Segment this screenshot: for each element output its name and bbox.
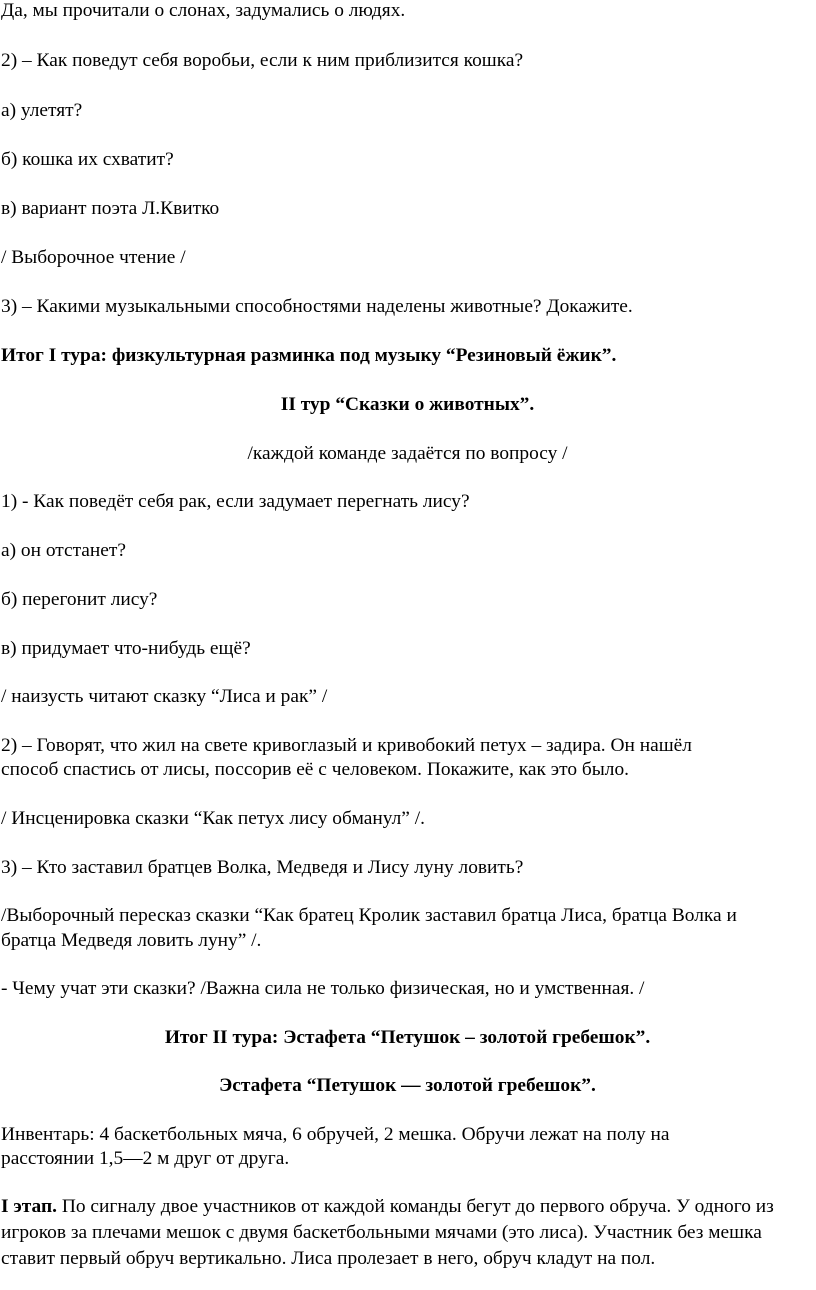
note-selective-reading: / Выборочное чтение / bbox=[1, 247, 186, 268]
equipment-line-1: Инвентарь: 4 баскетбольных мяча, 6 обручей, 2 мешка. Обручи лежат на полу на bbox=[1, 1124, 670, 1145]
answer-option-c: в) вариант поэта Л.Квитко bbox=[1, 198, 220, 219]
question-moon-catching: 3) – Кто заставил братцев Волка, Медведя и Лису луну ловить? bbox=[1, 857, 524, 878]
round-one-summary: Итог I тура: физкультурная разминка под музыку “Резиновый ёжик”. bbox=[1, 345, 617, 366]
note-retelling-line-1: /Выборочный пересказ сказки “Как братец Кролик заставил братца Лиса, братца Волка и bbox=[1, 905, 737, 926]
paragraph-intro: Да, мы прочитали о слонах, задумались о людях. bbox=[1, 0, 406, 21]
note-retelling-line-2: братца Медведя ловить луну” /. bbox=[1, 930, 262, 951]
note-recite-tale: / наизусть читают сказку “Лиса и рак” / bbox=[1, 686, 328, 707]
answer-option-b-2: б) перегонит лису? bbox=[1, 589, 158, 610]
equipment-line-2: расстоянии 1,5—2 м друг от друга. bbox=[1, 1148, 290, 1169]
answer-option-a: а) улетят? bbox=[1, 100, 83, 121]
stage-one-paragraph bbox=[1, 1194, 814, 1272]
answer-option-b: б) кошка их схватит? bbox=[1, 149, 174, 170]
round-two-summary: Итог II тура: Эстафета “Петушок – золотой гребешок”. bbox=[164, 1027, 651, 1048]
question-rooster-line-2: способ спастись от лисы, поссорив её с человеком. Покажите, как это было. bbox=[1, 759, 630, 780]
answer-option-c-2: в) придумает что-нибудь ещё? bbox=[1, 638, 251, 659]
question-rooster-line-1: 2) – Говорят, что жил на свете кривоглазый и кривобокий петух – задира. Он нашёл bbox=[1, 735, 692, 756]
round-two-instruction: /каждой команде задаётся по вопросу / bbox=[247, 443, 568, 464]
question-sparrows: 2) – Как поведут себя воробьи, если к ним приблизится кошка? bbox=[1, 50, 524, 71]
answer-option-a-2: а) он отстанет? bbox=[1, 540, 126, 561]
round-two-heading: II тур “Сказки о животных”. bbox=[280, 394, 535, 415]
question-musical-abilities: 3) – Какими музыкальными способностями наделены животные? Докажите. bbox=[1, 296, 633, 317]
note-staging-tale: / Инсценировка сказки “Как петух лису обманул” /. bbox=[1, 808, 425, 829]
stage-one-text: По сигналу двое участников от каждой команды бегут до первого обруча. У одного из игроков за плечами мешок с двумя баскетбольными мячами (это лиса). Участник без мешка ставит первый обруч вертикально. Лиса пролезает в него, обруч кладут на пол. bbox=[1, 1196, 774, 1269]
stage-one-label: I этап. bbox=[1, 1196, 57, 1217]
question-crayfish: 1) - Как поведёт себя рак, если задумает перегнать лису? bbox=[1, 491, 470, 512]
question-tales-moral: - Чему учат эти сказки? /Важна сила не только физическая, но и умственная. / bbox=[1, 978, 645, 999]
relay-heading: Эстафета “Петушок — золотой гребешок”. bbox=[219, 1075, 596, 1096]
